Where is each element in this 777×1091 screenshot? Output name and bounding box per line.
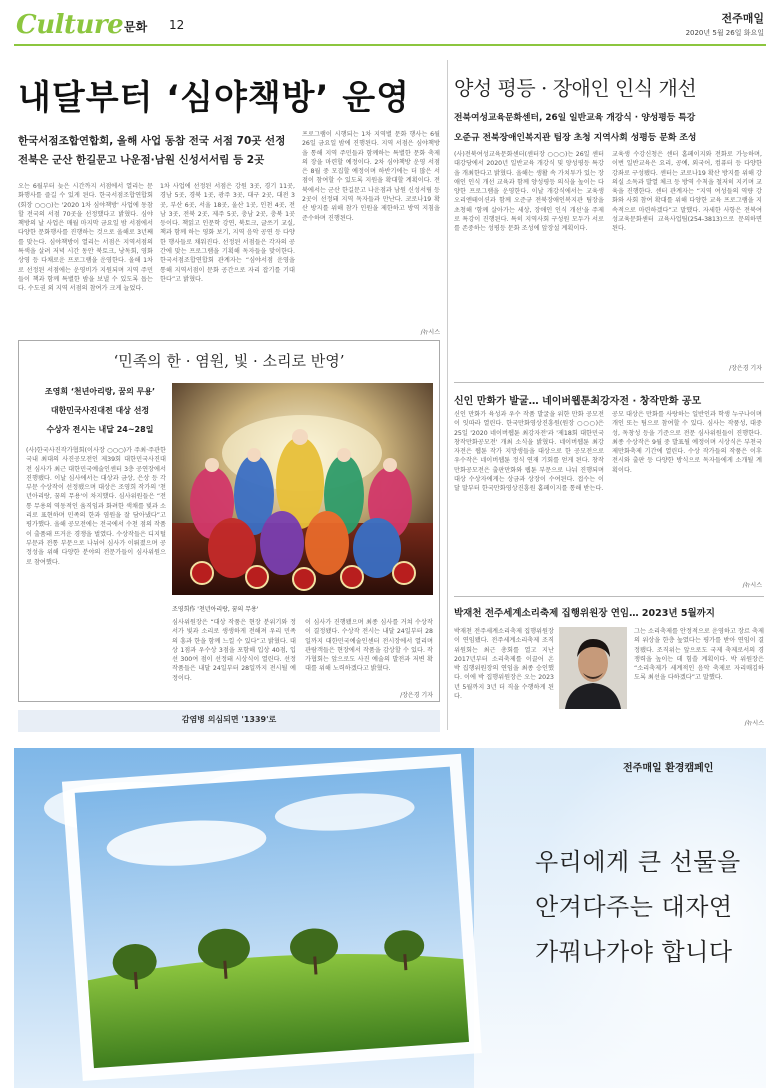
portrait-photo	[559, 627, 627, 709]
page-number: 12	[169, 18, 185, 32]
story5-headline: 박재천 전주세계소리축제 집행위원장 연임… 2023년 5월까지	[454, 608, 715, 619]
story3-column-1: (사)한국사진작가협회(이사장 ○○○)가 주최·주관한 국내 최대의 사진공모전인 제39회 대한민국사진대전 심사가 최근 대한민국예술인센터 3층 공연장에서 진행됐다. 이날 심사에서는 대상과 금상, 은상 등 각 부문 수상작이 선정됐으며 대상은 조영희 작가의 '천년아리랑, 꿈의 무용'이 차지했다. 심사위원들은 “전통 무용의 역동적인 움직임과 화려한 색채를 빛과 소리로 표현하며 민족의 한과 염원을 잘 담아냈다”고 평가했다. 올해 공모전에는 전국에서 수천 점의 작품이 출품돼 뜨거운 경쟁을 벌였다. 수상작들은 디지털 부문과 전통 부문으로 나뉘어 심사가 이뤄졌으며 공정성을 위해 다양한 분야의 전문가들이 심사위원으로 참여했다.	[26, 447, 166, 566]
story2-subhead-1: 전북여성교육문화센터, 26일 일반교육 개강식 · 양성평등 특강	[454, 113, 696, 123]
story3-subhead-2: 대한민국사진대전 대상 선정	[50, 406, 150, 415]
ad-slogan-line-1: 우리에게 큰 선물을	[535, 848, 741, 876]
story1-column-1: 오는 6월부터 늦은 시간까지 서점에서 열리는 문화행사를 즐길 수 있게 된다. 한국서점조합연합회(회장 ○○○)는 '2020 1차 심야책방' 사업에 동참할 전국의 서점 70곳을 선정했다고 밝혔다. 심야책방의 날 사업은 매월 마지막 금요일 밤 서점에서 다양한 문화행사를 진행하는 것으로 올해로 3년째를 맞는다. 심야책방이 열리는 서점은 지역서점의 특색을 살려 저녁 시간 동안 북토크, 낭독회, 영화 상영 등 다채로운 프로그램을 운영한다. 올해 1차로 선정된 서점에는 운영비가 지원되며 지역 주민들이 책과 함께 특별한 밤을 보낼 수 있도록 돕는다. 수도권 외 지역 서점의 참여가 크게 늘었다.	[18, 183, 153, 293]
dance-photo	[172, 383, 433, 595]
story-divider	[454, 382, 764, 383]
section-title-ko: 문화	[124, 20, 148, 34]
story4-column-2: 공모 대상은 만화를 사랑하는 일반인과 학생 누구나이며 개인 또는 팀으로 참여할 수 있다. 심사는 작품성, 대중성, 독창성 등을 기준으로 전문 심사위원들이 진행한다. 최종 수상작은 9월 중 발표될 예정이며 시상식은 부천국제만화축제 기간에 열린다. 수상 작가들의 작품은 이후 전시와 출판 등 다양한 방식으로 독자들에게 소개될 계획이다.	[612, 411, 762, 474]
story2-column-2: 교육생 수강신청은 센터 홈페이지와 전화로 가능하며, 이번 일반교육은 요리, 공예, 외국어, 컴퓨터 등 다양한 강좌로 구성됐다. 센터는 코로나19 확산 방지를 위해 강의실 소독과 발열 체크 등 방역 수칙을 철저히 지키며 교육을 진행한다. 센터 관계자는 “지역 여성들의 역량 강화와 사회 참여 확대를 위해 다양한 교육 프로그램을 지속적으로 마련하겠다”고 말했다. 자세한 사항은 전북여성교육문화센터 교육사업팀(254-3813)으로 문의하면 된다.	[612, 151, 762, 233]
story2-column-1: (사)전북여성교육문화센터(센터장 ○○○)는 26일 센터 대강당에서 2020년 일반교육 개강식 및 양성평등 특강을 개최한다고 밝혔다. 올해는 생활 속 가치투가 있는 장애인 인식 개선 교육과 함께 양성평등 의식을 높이는 다양한 프로그램을 운영한다. 이날 개강식에서는 교육생 오리엔테이션과 함께 오준규 전북장애인복지관 팀장을 초청해 '함께 살아가는 세상, 장애인 인식 개선'을 주제로 특강이 진행된다. 특히 지역사회 구성원 모두가 서로를 존중하는 성평등 문화 조성에 앞장설 계획이다.	[454, 151, 604, 233]
section-title-en: Culture	[16, 10, 124, 40]
story4-column-1: 신인 만화가 육성과 우수 작품 발굴을 위한 만화 공모전이 잇따라 열린다. 한국만화영상진흥원(원장 ○○○)은 25일 '2020 네이버웹툰 최강자전'과 '제18회 대한민국창작만화공모전' 개최 소식을 밝혔다. 네이버웹툰 최강자전은 웹툰 작가 지망생들을 대상으로 한 공모전으로 우수작은 네이버웹툰 정식 연재 기회를 얻게 된다. 창작만화공모전은 출판만화와 웹툰 부문으로 나눠 진행되며 대상 수상자에게는 상금과 상장이 수여된다. 접수는 이달 말부터 한국만화영상진흥원 홈페이지를 통해 받는다.	[454, 411, 604, 493]
story2-headline: 양성 평등 · 장애인 인식 개선	[454, 76, 697, 100]
story3-headline: ‘민족의 한 · 염원, 빛 · 소리로 반영’	[113, 352, 345, 370]
masthead	[14, 8, 766, 44]
story5-column-1: 박재천 전주세계소리축제 집행위원장이 연임됐다. 전주세계소리축제 조직위원회는 최근 총회를 열고 지난 2017년부터 소리축제를 이끌어 온 박 집행위원장의 연임을 최종 승인했다. 이에 박 집행위원장은 오는 2023년 5월까지 3년 더 직을 수행하게 된다.	[454, 628, 554, 701]
notice-bar-text: 감염병 의심되면 '1339'로	[181, 715, 277, 724]
story1-column-2: 1차 사업에 선정된 서점은 강원 3곳, 경기 11곳, 경남 5곳, 경북 1곳, 광주 3곳, 대구 2곳, 대전 3곳, 부산 6곳, 서울 18곳, 울산 1곳, 인천 4곳, 전남 3곳, 전북 2곳, 제주 5곳, 충남 2곳, 충북 1곳 등이다. 책읽고 인문학 강연, 북토크, 글쓰기 교실, 책과 함께 하는 영화 보기, 지역 음악 공연 등 다양한 행사들로 채워진다. 선정된 서점들은 각자의 공간에 맞는 프로그램을 기획해 독자들을 맞이한다. 한국서점조합연합회 관계자는 “심야서점 운영을 통해 지역서점이 문화 공간으로 자리 잡기를 기대한다”고 밝혔다.	[160, 183, 295, 283]
story-divider	[454, 596, 764, 597]
story1-column-3: 프로그램이 시행되는 1차 지역별 문화 행사는 6월 26일 금요일 밤에 진행된다. 지역 서점은 심야책방을 통해 지역 주민들과 함께하는 특별한 문화 축제의 장을 마련할 예정이다. 2차 심야책방 운영 서점은 8월 중 모집할 예정이며 하반기에는 더 많은 서점이 참여할 수 있도록 지원을 확대할 계획이다. 전북에서는 군산 한길문고 나운점과 남원 신성서림 등 2곳이 선정돼 지역 독자들과 만난다. 코로나19 확산 방지를 위해 참가 인원을 제한하고 방역 지침을 준수하며 진행된다.	[302, 131, 440, 222]
masthead-rule	[14, 44, 766, 46]
column-divider	[447, 60, 448, 730]
story1-credit: /뉴시스	[420, 329, 440, 336]
story4-credit: /뉴시스	[742, 582, 762, 589]
story3-subhead-3: 수상자 전시는 내달 24~28일	[46, 425, 154, 434]
ad-label: 전주매일 환경캠페인	[623, 763, 714, 774]
story1-subhead-1: 한국서점조합연합회, 올해 사업 동참 전국 서점 70곳 선정	[18, 135, 286, 147]
story5-column-2: 그는 소리축제를 안정적으로 운영하고 장르 축제의 위상을 한층 높였다는 평가를 받아 연임이 결정됐다. 조직위는 앞으로도 국제 축제로서의 경쟁력을 높이는 데 힘쓸 계획이다. 박 위원장은 “소리축제가 세계적인 음악 축제로 자리매김하도록 최선을 다하겠다”고 말했다.	[634, 628, 764, 682]
story3-column-2: 심사위원장은 “대상 작품은 현장 분위기와 정서가 빛과 소리로 생생하게 전해져 우리 민족의 흥과 한을 함께 느낄 수 있다”고 밝혔다. 대상 1점과 우수상 3점을 포함해 입상 40점, 입선 300여 점이 선정돼 시상식이 열린다. 선정 작품들은 내달 24일부터 28일까지 전시될 예정이다.	[172, 619, 296, 682]
story3-column-3: 이 심사가 진행됐으며 최종 심사를 거쳐 수상작이 결정됐다. 수상작 전시는 내달 24일부터 28일까지 대한민국예술인센터 전시장에서 열리며 관람객들은 현장에서 작품을 감상할 수 있다. 작가협회는 앞으로도 사진 예술의 발전과 저변 확대를 위해 노력하겠다고 밝혔다.	[305, 619, 433, 673]
paper-name: 전주매일	[721, 12, 764, 25]
story2-credit: /장은경 기자	[729, 365, 762, 372]
dance-photo-caption: 조영희作 '천년아리랑, 꿈의 무용'	[172, 606, 259, 613]
story3-credit: /장은경 기자	[400, 692, 433, 699]
story4-headline: 신인 만화가 발굴… 네이버웹툰최강자전 · 창작만화 공모	[454, 396, 702, 407]
story3-subhead-1: 조영희 ‘천년아리랑, 꿈의 무용’	[44, 387, 156, 396]
issue-date: 2020년 5월 26일 화요일	[685, 29, 764, 37]
story5-credit: /뉴시스	[744, 720, 764, 727]
ad-slogan-line-2: 안겨다주는 대자연	[535, 893, 733, 921]
story1-headline: 내달부터 ‘심야책방’ 운영	[18, 78, 410, 118]
ad-slogan-line-3: 가꿔나가야 합니다	[535, 938, 733, 966]
story1-subhead-2: 전북은 군산 한길문고 나운점·남원 신성서서림 등 2곳	[18, 154, 265, 166]
story2-subhead-2: 오준규 전북장애인복지관 팀장 초청 지역사회 성평등 문화 조성	[454, 133, 697, 143]
